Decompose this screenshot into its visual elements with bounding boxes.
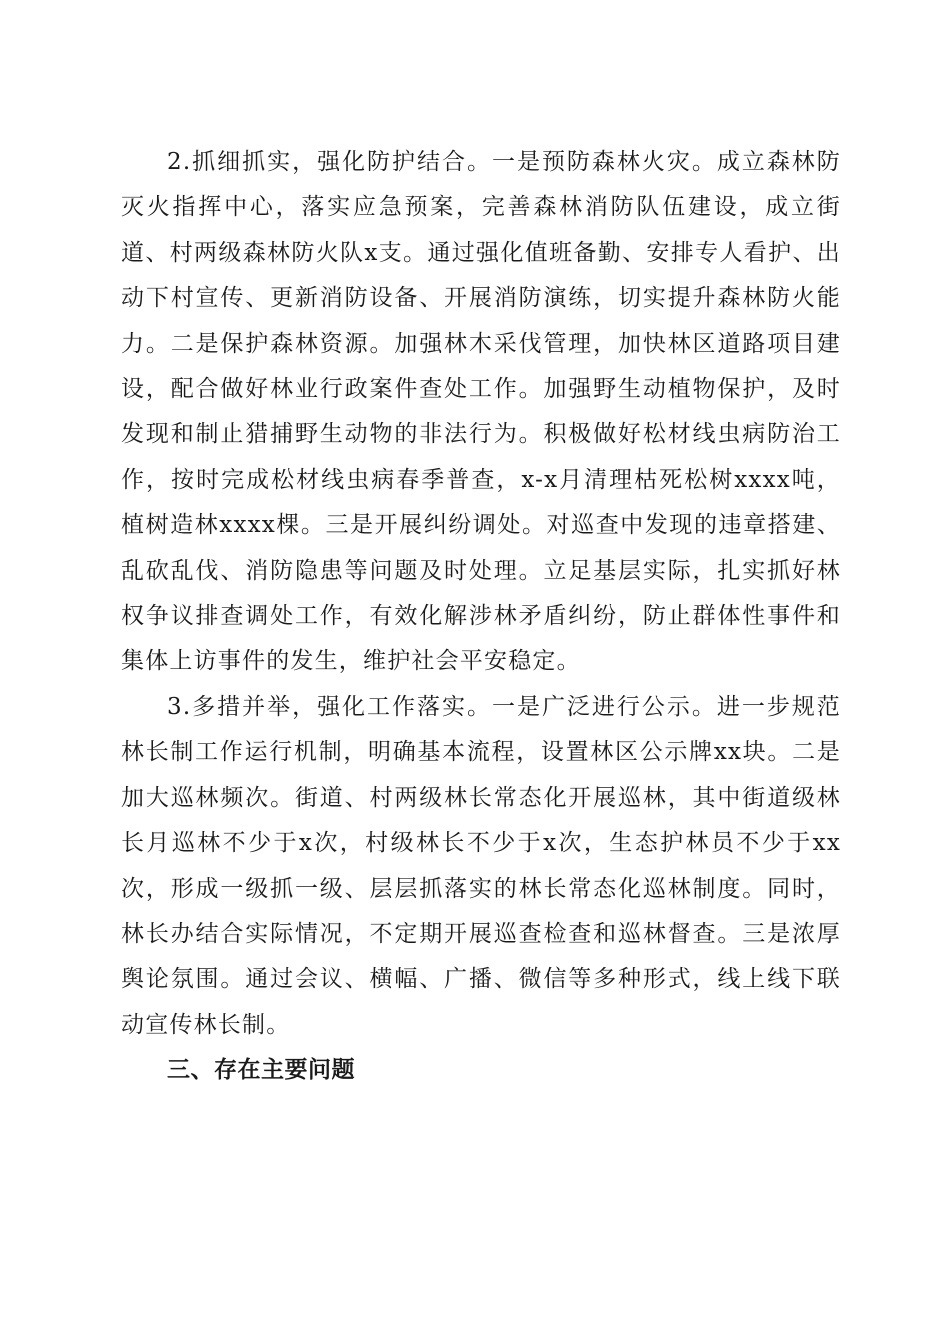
paragraph-work-implementation: 3.多措并举，强化工作落实。一是广泛进行公示。进一步规范林长制工作运行机制，明确基本流程，设置林区公示牌xx块。二是加大巡林频次。街道、村两级林长常态化开展巡林，其中街道级林长月巡林不少于x次，村级林长不少于x次，生态护林员不少于xx次，形成一级抓一级、层层抓落实的林长常态化巡林制度。同时，林长办结合实际情况，不定期开展巡查检查和巡林督查。三是浓厚舆论氛围。通过会议、横幅、广播、微信等多种形式，线上线下联动宣传林长制。 — [121, 693, 841, 1038]
section-heading: 三、存在主要问题 — [167, 1057, 355, 1084]
document-body — [121, 140, 841, 1094]
paragraph-forest-protection: 2.抓细抓实，强化防护结合。一是预防森林火灾。成立森林防灭火指挥中心，落实应急预案，完善森林消防队伍建设，成立街道、村两级森林防火队x支。通过强化值班备勤、安排专人看护、出动下村宣传、更新消防设备、开展消防演练，切实提升森林防火能力。二是保护森林资源。加强林木采伐管理，加快林区道路项目建设，配合做好林业行政案件查处工作。加强野生动植物保护，及时发现和制止猎捕野生动物的非法行为。积极做好松材线虫病防治工作，按时完成松材线虫病春季普查，x-x月清理枯死松树xxxx吨，植树造林xxxx棵。三是开展纠纷调处。对巡查中发现的违章搭建、乱砍乱伐、消防隐患等问题及时处理。立足基层实际，扎实抓好林权争议排查调处工作，有效化解涉林矛盾纠纷，防止群体性事件和集体上访事件的发生，维护社会平安稳定。 — [121, 149, 841, 675]
